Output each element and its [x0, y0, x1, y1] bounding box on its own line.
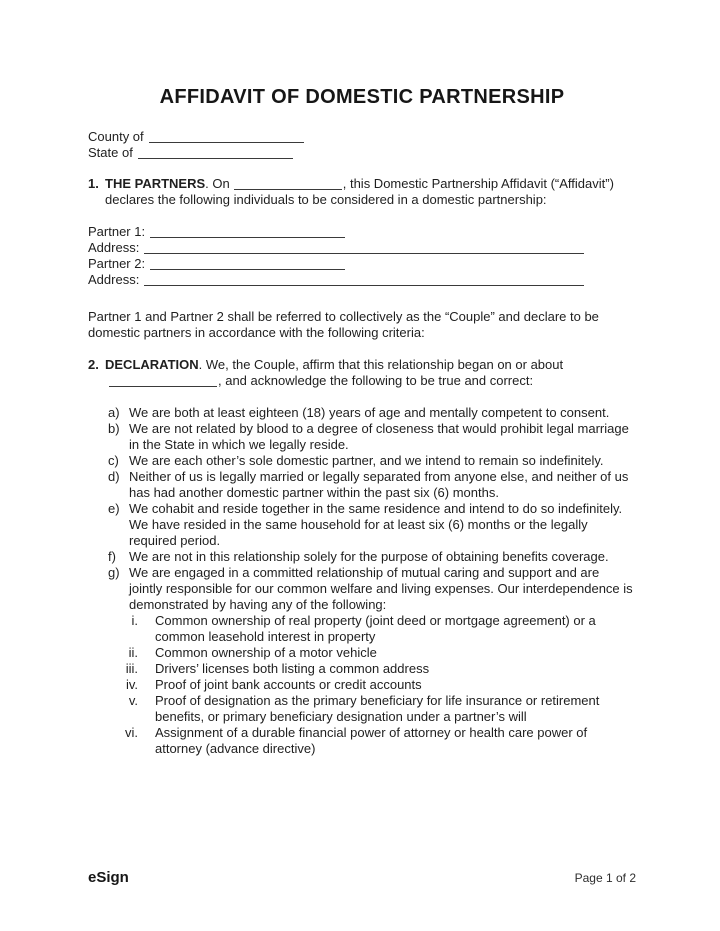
section-lead-text: . We, the Couple, affirm that this relationship began on or about [198, 357, 564, 372]
page-footer [88, 870, 636, 886]
section-the-partners [88, 176, 636, 208]
list-item-text: We are engaged in a committed relationship of mutual caring and support and are jointly responsible for our common welfare and living expenses. Our interdependence is demonstrated by having any of the following: [129, 565, 633, 612]
list-item-marker: iv. [125, 677, 138, 692]
interdependence-list [88, 613, 636, 757]
document-title: AFFIDAVIT OF DOMESTIC PARTNERSHIP [159, 86, 565, 108]
address-2-field [88, 272, 636, 288]
list-item-text: We are not related by blood to a degree of closeness that would prohibit legal marriage in the State in which we legally reside. [129, 421, 629, 452]
list-item-text: We are not in this relationship solely for the purpose of obtaining benefits coverage. [129, 549, 609, 564]
page-indicator: Page 1 of 2 [574, 871, 636, 885]
list-item-marker: d) [108, 469, 120, 484]
list-item [118, 661, 636, 677]
county-label: County of [88, 129, 144, 144]
list-item-text: We cohabit and reside together in the same residence and intend to do so indefinitely. We have resided in the same household for at least six (6) months or the legally required period. [129, 501, 623, 548]
list-item [108, 405, 636, 421]
address-1-blank-line [144, 242, 584, 254]
brand-logo: eSign [88, 869, 129, 886]
list-item-text: Proof of designation as the primary beneficiary for life insurance or retirement benefits, or primary beneficiary designation under a partner’s will [155, 693, 600, 724]
address-2-blank-line [144, 274, 584, 286]
section-heading: DECLARATION [105, 357, 199, 372]
list-item-marker: b) [108, 421, 120, 436]
partner-block [88, 224, 636, 288]
relationship-date-blank-line [109, 375, 217, 387]
document-content [88, 0, 636, 757]
section-body [105, 176, 636, 208]
list-item-marker: a) [108, 405, 120, 420]
list-item-text: Common ownership of a motor vehicle [155, 645, 377, 660]
county-field [88, 129, 636, 145]
list-item [118, 613, 636, 645]
section-number: 1. [88, 176, 99, 191]
list-item [108, 549, 636, 565]
section-text: , and acknowledge the following to be true and correct: [218, 373, 534, 388]
list-item [118, 693, 636, 725]
list-item-marker: e) [108, 501, 120, 516]
list-item-text: Assignment of a durable financial power of attorney or health care power of attorney (advance directive) [155, 725, 588, 756]
list-item-marker: i. [131, 613, 138, 628]
partner-2-field [88, 256, 636, 272]
list-item-text: We are both at least eighteen (18) years of age and mentally competent to consent. [129, 405, 610, 420]
list-item-marker: f) [108, 549, 116, 564]
date-blank-line [234, 178, 342, 190]
list-item [108, 501, 636, 549]
state-field [88, 145, 636, 161]
section-number: 2. [88, 357, 99, 372]
partner-1-blank-line [150, 226, 345, 238]
list-item [118, 677, 636, 693]
section-heading: THE PARTNERS [105, 176, 206, 191]
partner-1-label: Partner 1: [88, 224, 146, 239]
list-item [118, 725, 636, 757]
county-blank-line [149, 131, 304, 143]
address-1-field [88, 240, 636, 256]
section-declaration [88, 357, 636, 389]
list-item-marker: vi. [125, 725, 138, 740]
list-item [118, 645, 636, 661]
list-item-text: We are each other’s sole domestic partner, and we intend to remain so indefinitely. [129, 453, 604, 468]
list-item-text: Common ownership of real property (joint deed or mortgage agreement) or a common leasehold interest in property [155, 613, 596, 644]
state-label: State of [88, 145, 133, 160]
state-blank-line [138, 147, 293, 159]
list-item-text: Neither of us is legally married or legally separated from anyone else, and neither of us has had another domestic partner within the past six (6) months. [129, 469, 629, 500]
list-item-marker: c) [108, 453, 119, 468]
list-item [108, 565, 636, 613]
partner-2-label: Partner 2: [88, 256, 146, 271]
address-1-label: Address: [88, 240, 140, 255]
partner-2-blank-line [150, 258, 345, 270]
section-text: , this Domestic Partnership Affidavit (“Affidavit”) declares the following individuals to be considered in a domestic partnership: [105, 176, 614, 207]
list-item [108, 469, 636, 501]
list-item-marker: v. [128, 693, 138, 708]
list-item-text: Proof of joint bank accounts or credit accounts [155, 677, 422, 692]
location-block [88, 129, 636, 161]
section-body [105, 357, 636, 389]
list-item-text: Drivers’ licenses both listing a common address [155, 661, 430, 676]
list-item-marker: g) [108, 565, 120, 580]
list-item-marker: ii. [128, 645, 138, 660]
declaration-list [88, 405, 636, 757]
section-lead-text: . On [205, 176, 230, 191]
address-2-label: Address: [88, 272, 140, 287]
couple-clause: Partner 1 and Partner 2 shall be referred to collectively as the “Couple” and declare to be domestic partners in accordance with the following criteria: [88, 309, 599, 340]
list-item-marker: iii. [125, 661, 138, 676]
list-item [108, 453, 636, 469]
partner-1-field [88, 224, 636, 240]
list-item [108, 421, 636, 453]
